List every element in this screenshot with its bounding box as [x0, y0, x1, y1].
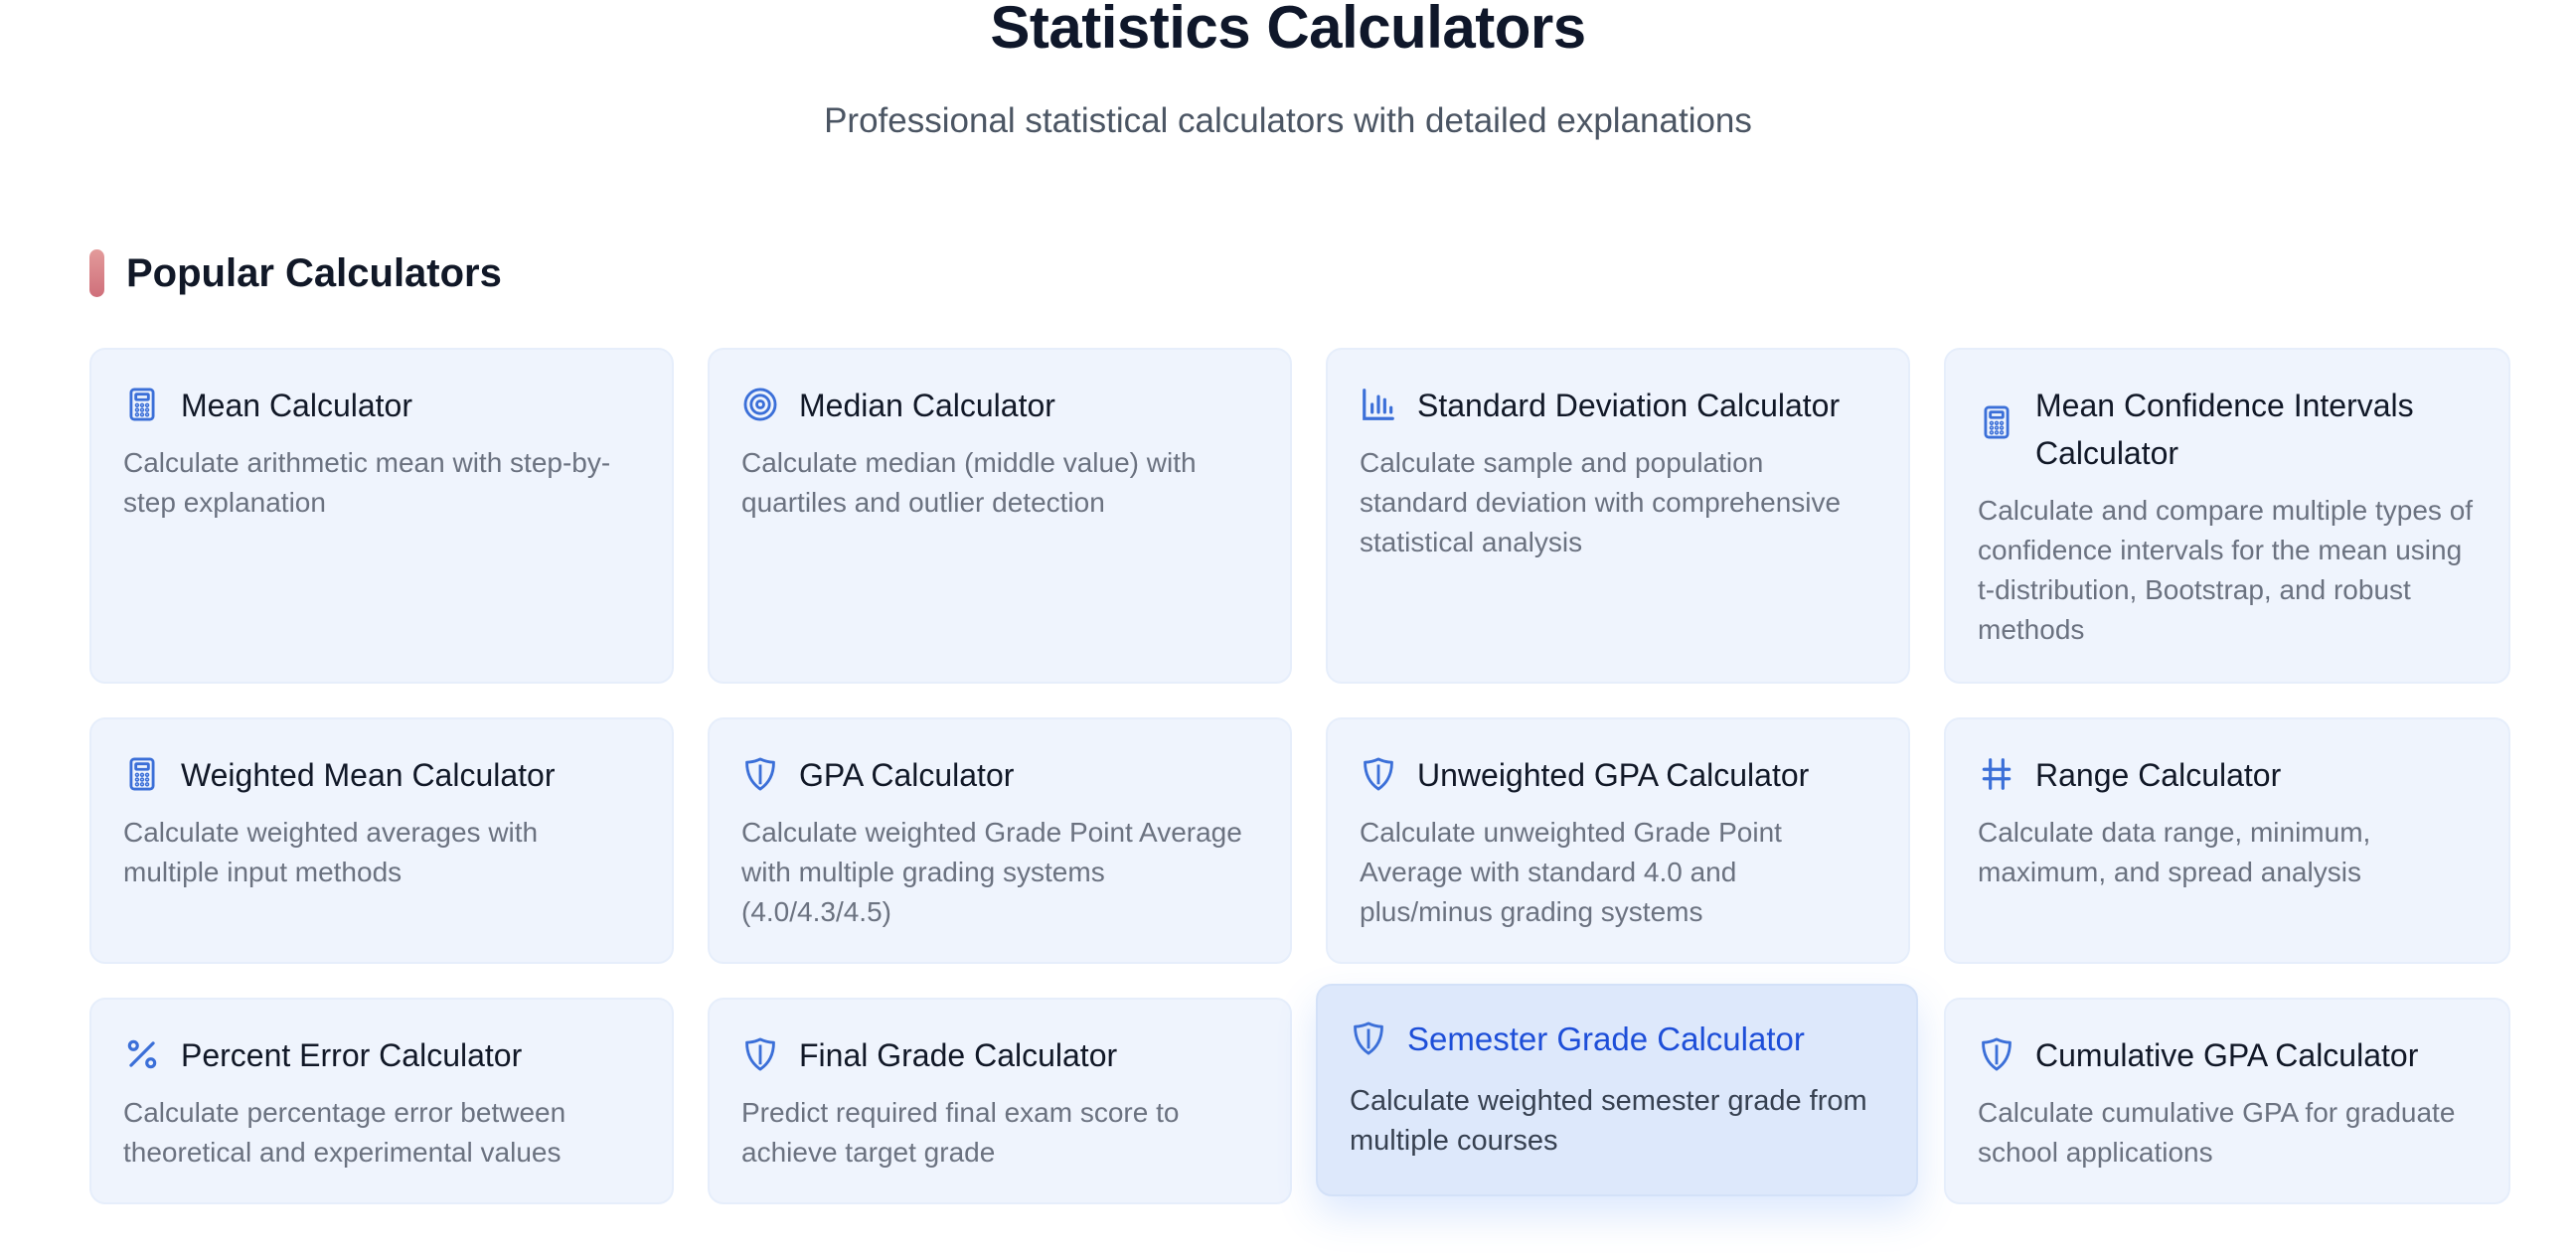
- card-semester-grade-calculator[interactable]: [1316, 984, 1918, 1196]
- card-title: Semester Grade Calculator: [1407, 1020, 1805, 1057]
- calculator-grid: [89, 348, 2510, 1202]
- card-title: Cumulative GPA Calculator: [2035, 1037, 2419, 1073]
- card-title: Unweighted GPA Calculator: [1417, 757, 1810, 793]
- calculator-icon: [123, 755, 161, 793]
- card-mean-calculator[interactable]: [89, 348, 674, 684]
- section-header: [89, 248, 502, 298]
- card-title: Final Grade Calculator: [799, 1037, 1118, 1073]
- card-gpa-calculator[interactable]: [708, 717, 1292, 964]
- card-standard-deviation-calculator[interactable]: [1326, 348, 1910, 684]
- card-description: Calculate arithmetic mean with step-by-step explanation: [123, 447, 611, 518]
- card-description: Calculate median (middle value) with quartiles and outlier detection: [741, 447, 1197, 518]
- shield-icon: [741, 755, 779, 793]
- card-title: Mean Confidence Intervals Calculator: [2035, 388, 2414, 471]
- card-description: Calculate data range, minimum, maximum, and spread analysis: [1978, 817, 2371, 887]
- card-description: Calculate weighted semester grade from multiple courses: [1350, 1085, 1867, 1157]
- card-title: Weighted Mean Calculator: [181, 757, 556, 793]
- shield-icon: [1360, 755, 1397, 793]
- section-accent-bar: [89, 249, 104, 297]
- calculator-icon: [1978, 403, 2015, 441]
- card-title: Mean Calculator: [181, 388, 412, 423]
- card-description: Calculate percentage error between theoretical and experimental values: [123, 1097, 566, 1168]
- card-weighted-mean-calculator[interactable]: [89, 717, 674, 964]
- card-title: Median Calculator: [799, 388, 1055, 423]
- percent-icon: [123, 1035, 161, 1073]
- card-description: Calculate and compare multiple types of confidence intervals for the mean using t-distribution, Bootstrap, and robust methods: [1978, 495, 2474, 645]
- calculator-icon: [123, 386, 161, 423]
- card-title: Percent Error Calculator: [181, 1037, 523, 1073]
- shield-icon: [1978, 1035, 2015, 1073]
- card-cumulative-gpa-calculator[interactable]: [1944, 998, 2510, 1204]
- card-description: Calculate weighted Grade Point Average with multiple grading systems (4.0/4.3/4.5): [741, 817, 1242, 927]
- card-title: Standard Deviation Calculator: [1417, 388, 1841, 423]
- hash-icon: [1978, 755, 2015, 793]
- shield-icon: [1350, 1020, 1387, 1057]
- card-range-calculator[interactable]: [1944, 717, 2510, 964]
- card-final-grade-calculator[interactable]: [708, 998, 1292, 1204]
- target-icon: [741, 386, 779, 423]
- section-title: Popular Calculators: [126, 250, 502, 295]
- bar-chart-icon: [1360, 386, 1397, 423]
- card-description: Calculate sample and population standard deviation with comprehensive statistical analysis: [1360, 447, 1842, 557]
- card-description: Calculate weighted averages with multiple input methods: [123, 817, 539, 887]
- card-title: GPA Calculator: [799, 757, 1015, 793]
- card-mean-confidence-intervals-calculator[interactable]: [1944, 348, 2510, 684]
- card-percent-error-calculator[interactable]: [89, 998, 674, 1204]
- card-description: Calculate unweighted Grade Point Average with standard 4.0 and plus/minus grading systems: [1360, 817, 1782, 927]
- card-median-calculator[interactable]: [708, 348, 1292, 684]
- card-unweighted-gpa-calculator[interactable]: [1326, 717, 1910, 964]
- card-description: Predict required final exam score to achieve target grade: [741, 1097, 1180, 1168]
- card-title: Range Calculator: [2035, 757, 2282, 793]
- page-title: Statistics Calculators: [990, 0, 1586, 61]
- shield-icon: [741, 1035, 779, 1073]
- page-subtitle: Professional statistical calculators with detailed explanations: [824, 101, 1752, 140]
- card-description: Calculate cumulative GPA for graduate school applications: [1978, 1097, 2456, 1168]
